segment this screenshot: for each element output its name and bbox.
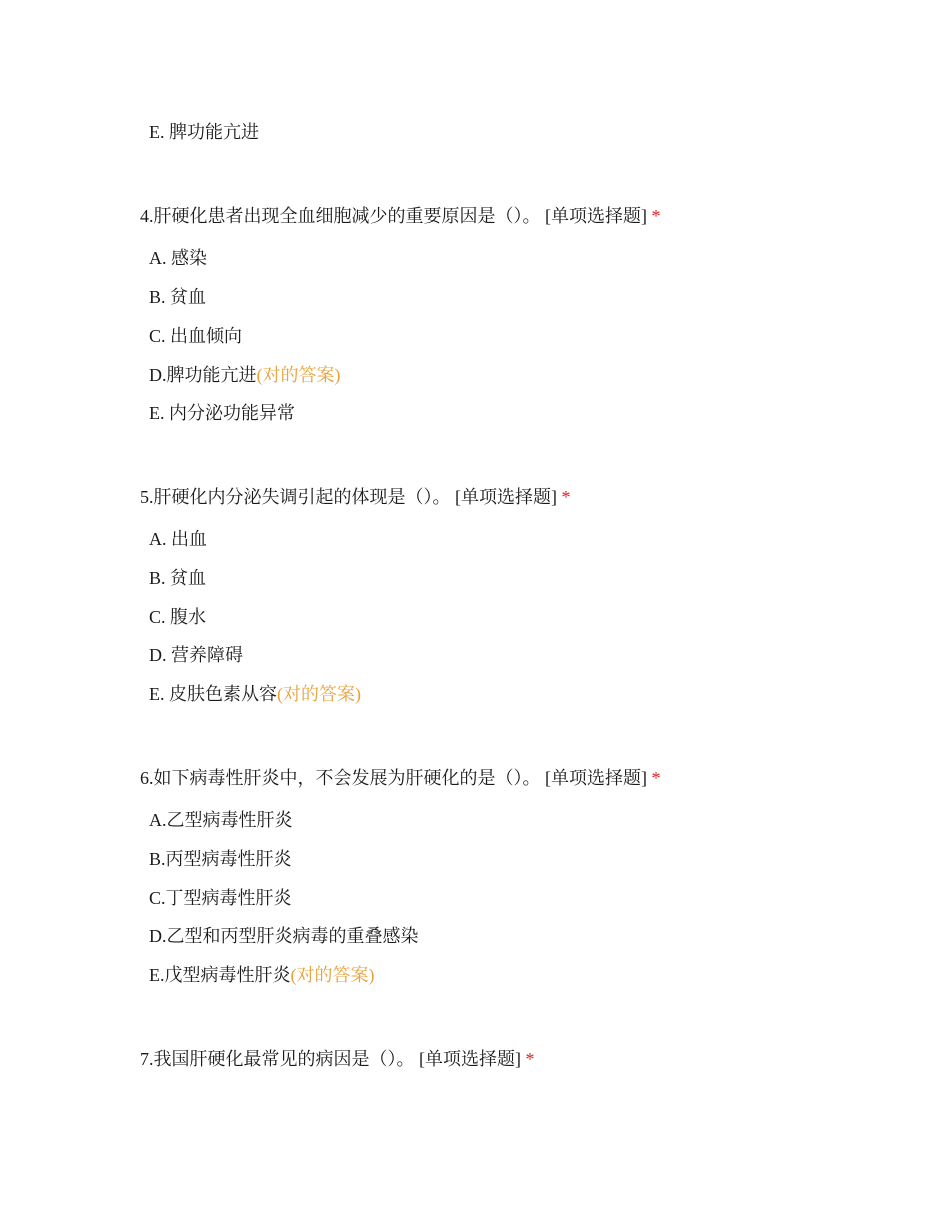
question-text: 5.肝硬化内分泌失调引起的体现是（）。 [单项选择题] — [140, 487, 557, 507]
required-mark: * — [561, 487, 571, 507]
option-item — [149, 887, 292, 909]
question-title — [140, 205, 661, 227]
option-text: C. 出血倾向 — [149, 326, 243, 346]
option-item — [149, 528, 207, 550]
option-item — [149, 644, 243, 666]
option-text: B. 贫血 — [149, 287, 207, 307]
correct-answer-mark: (对的答案) — [290, 965, 375, 985]
correct-answer-mark: (对的答案) — [256, 365, 341, 385]
option-item — [149, 964, 375, 986]
option-text: A.乙型病毒性肝炎 — [149, 810, 293, 830]
option-text: C.丁型病毒性肝炎 — [149, 888, 292, 908]
option-text: D. 营养障碍 — [149, 645, 243, 665]
question-text: 4.肝硬化患者出现全血细胞减少的重要原因是（）。 [单项选择题] — [140, 206, 647, 226]
option-item — [149, 925, 419, 947]
question-title — [140, 1048, 535, 1070]
required-mark: * — [651, 768, 661, 788]
option-item — [149, 325, 242, 347]
option-text: A. 感染 — [149, 248, 207, 268]
question-text: 7.我国肝硬化最常见的病因是（）。 [单项选择题] — [140, 1049, 521, 1069]
option-text: E.戊型病毒性肝炎 — [149, 965, 291, 985]
correct-answer-mark: (对的答案) — [277, 684, 361, 704]
option-item — [149, 848, 292, 870]
option-item — [149, 247, 207, 269]
question-title — [140, 486, 571, 508]
question-text: 6.如下病毒性肝炎中，不会发展为肝硬化的是（）。 [单项选择题] — [140, 768, 647, 788]
option-text: E. 皮肤色素从容 — [149, 684, 277, 704]
option-item — [149, 606, 206, 628]
option-text: B.丙型病毒性肝炎 — [149, 849, 292, 869]
option-item — [149, 683, 361, 705]
option-text: D.脾功能亢进 — [149, 365, 257, 385]
option-item — [149, 121, 259, 143]
option-text: A. 出血 — [149, 529, 207, 549]
option-text: E. 内分泌功能异常 — [149, 403, 295, 423]
option-text: E. 脾功能亢进 — [149, 122, 259, 142]
option-text: B. 贫血 — [149, 568, 207, 588]
option-text: D.乙型和丙型肝炎病毒的重叠感染 — [149, 926, 419, 946]
option-text: C. 腹水 — [149, 607, 207, 627]
option-item — [149, 567, 206, 589]
option-item — [149, 402, 295, 424]
required-mark: * — [525, 1049, 535, 1069]
option-item — [149, 286, 206, 308]
option-item — [149, 364, 341, 386]
question-title — [140, 767, 661, 789]
required-mark: * — [651, 206, 661, 226]
option-item — [149, 809, 293, 831]
